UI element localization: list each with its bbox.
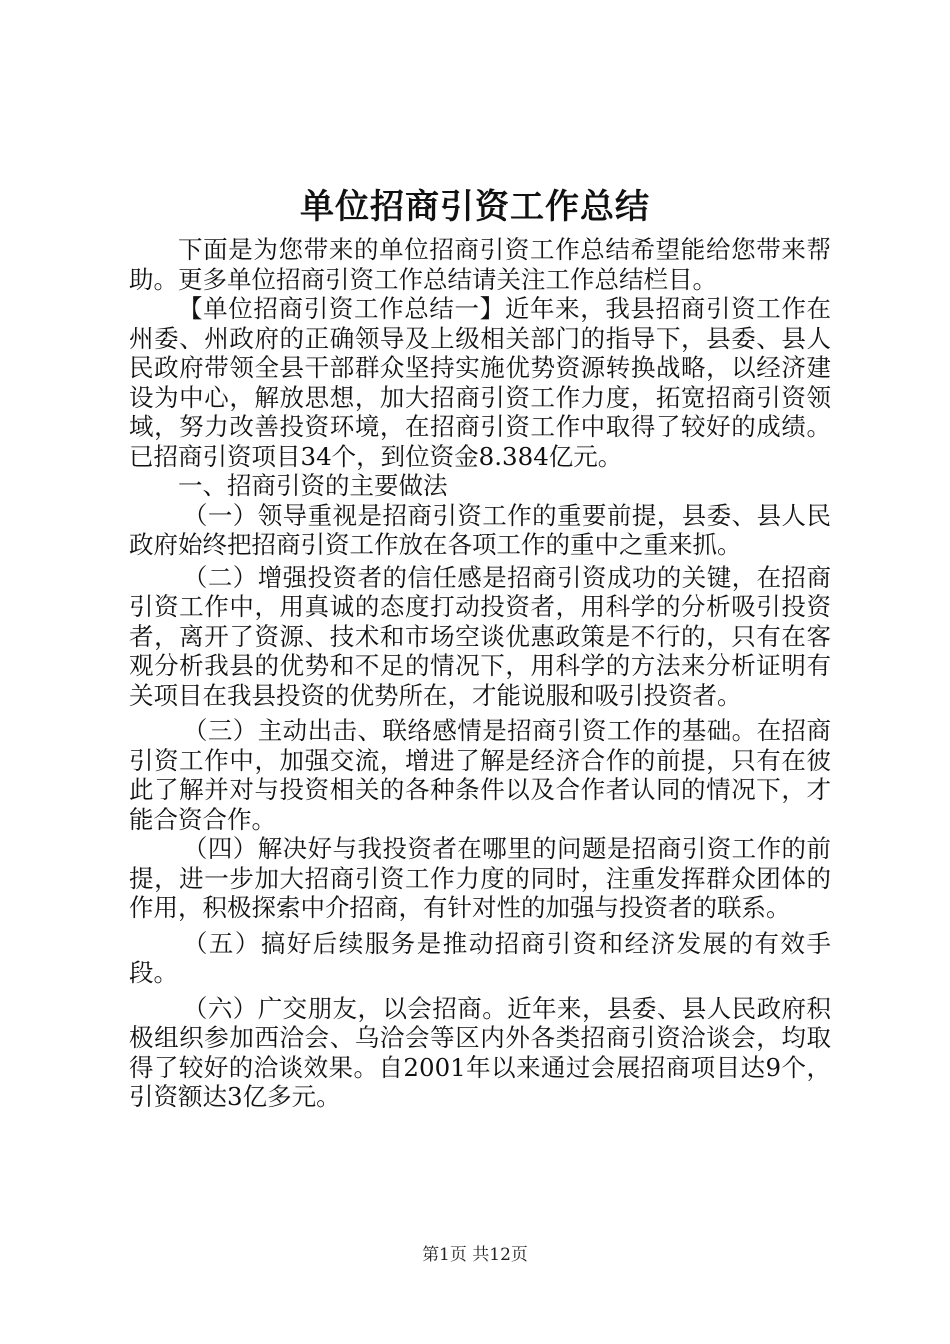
summary-paragraph: 【单位招商引资工作总结一】近年来，我县招商引资工作在州委、州政府的正确领导及上级相关部门的指导下，县委、县人民政府带领全县干部群众坚持实施优势资源转换战略，以经济建设为中心，解放思想，加大招商引资工作力度，拓宽招商引资领域，努力改善投资环境，在招商引资工作中取得了较好的成绩。已招商引资项目34个，到位资金8.384亿元。 [129,294,831,471]
item-paragraph-2: （二）增强投资者的信任感是招商引资成功的关键，在招商引资工作中，用真诚的态度打动投资者，用科学的分析吸引投资者，离开了资源、技术和市场空谈优惠政策是不行的，只有在客观分析我县的优势和不足的情况下，用科学的方法来分析证明有关项目在我县投资的优势所在，才能说服和吸引投资者。 [129,562,831,710]
item-paragraph-6: （六）广交朋友，以会招商。近年来，县委、县人民政府积极组织参加西洽会、乌洽会等区内外各类招商引资洽谈会，均取得了较好的洽谈效果。自2001年以来通过会展招商项目达9个，引资额达3亿多元。 [129,993,831,1111]
item-paragraph-1: （一）领导重视是招商引资工作的重要前提，县委、县人民政府始终把招商引资工作放在各项工作的重中之重来抓。 [129,500,831,559]
intro-paragraph: 下面是为您带来的单位招商引资工作总结希望能给您带来帮助。更多单位招商引资工作总结请关注工作总结栏目。 [129,235,831,294]
page-footer: 第1页 共12页 [422,1245,528,1265]
item-paragraph-4: （四）解决好与我投资者在哪里的问题是招商引资工作的前提，进一步加大招商引资工作力度的同时，注重发挥群众团体的作用，积极探索中介招商，有针对性的加强与投资者的联系。 [129,834,831,922]
item-paragraph-5: （五）搞好后续服务是推动招商引资和经济发展的有效手段。 [129,928,831,987]
section-heading: 一、招商引资的主要做法 [178,471,448,500]
document-title: 单位招商引资工作总结 [300,187,650,227]
item-paragraph-3: （三）主动出击、联络感情是招商引资工作的基础。在招商引资工作中，加强交流，增进了解是经济合作的前提，只有在彼此了解并对与投资相关的各种条件以及合作者认同的情况下，才能合资合作。 [129,716,831,834]
document-body [129,235,831,1112]
